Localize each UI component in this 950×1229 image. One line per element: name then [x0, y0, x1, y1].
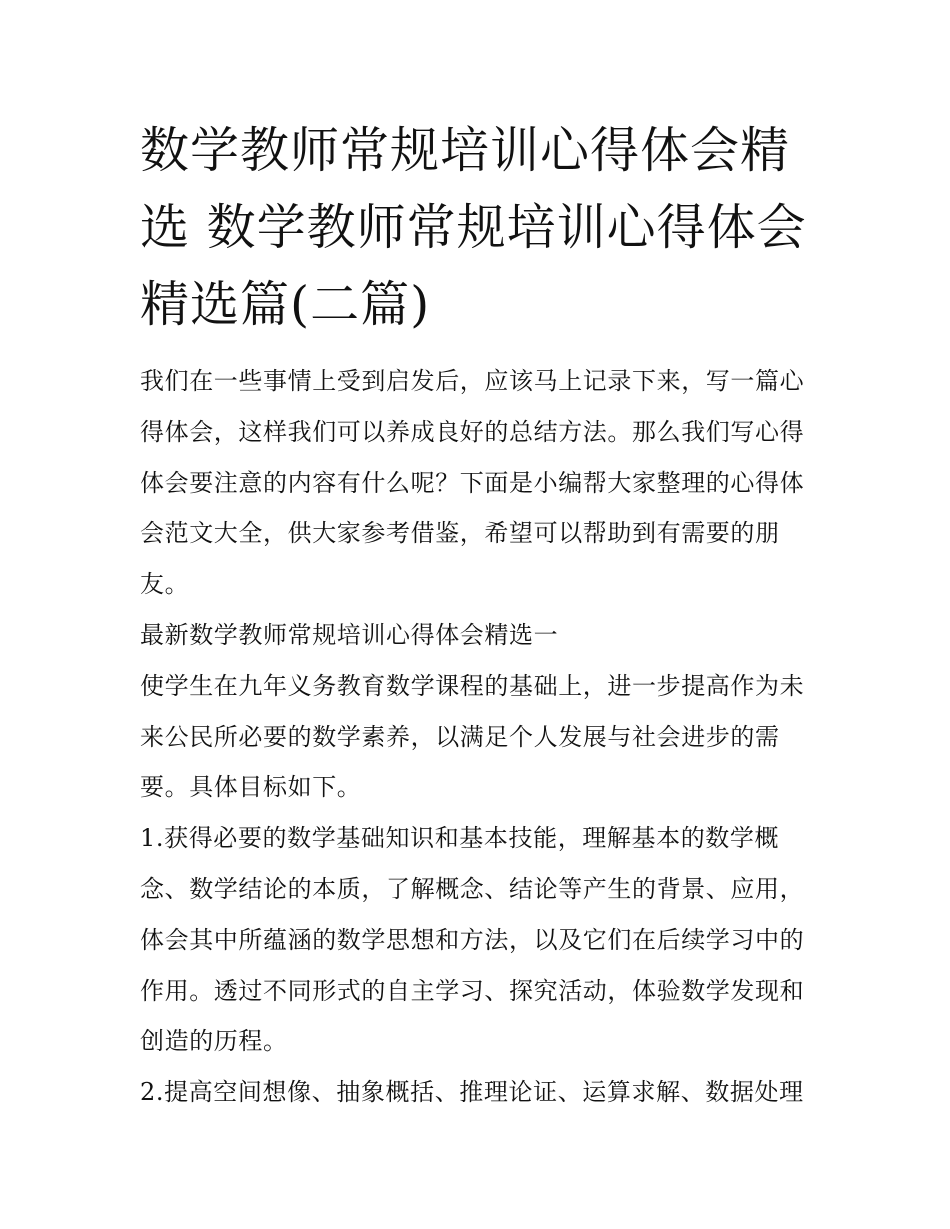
- document-body: [140, 356, 820, 1118]
- list-item-2: 2.提高空间想像、抽象概括、推理论证、运算求解、数据处理: [140, 1078, 804, 1107]
- document-title: 数学教师常规培训心得体会精选 数学教师常规培训心得体会精选篇(二篇): [140, 122, 807, 333]
- section-heading: 最新数学教师常规培训心得体会精选一: [140, 620, 559, 649]
- goal-paragraph: 使学生在九年义务教育数学课程的基础上，进一步提高作为未来公民所必要的数学素养，以满足个人发展与社会进步的需要。具体目标如下。: [140, 671, 805, 802]
- list-item-1: 1.获得必要的数学基础知识和基本技能，理解基本的数学概念、数学结论的本质，了解概念、结论等产生的背景、应用，体会其中所蕴涵的数学思想和方法，以及它们在后续学习中的作用。透过不同形式的自主学习、探究活动，体验数学发现和创造的历程。: [140, 824, 805, 1056]
- intro-paragraph: 我们在一些事情上受到启发后，应该马上记录下来，写一篇心得体会，这样我们可以养成良好的总结方法。那么我们写心得体会要注意的内容有什么呢？下面是小编帮大家整理的心得体会范文大全，供大家参考借鉴，希望可以帮助到有需要的朋友。: [140, 367, 805, 599]
